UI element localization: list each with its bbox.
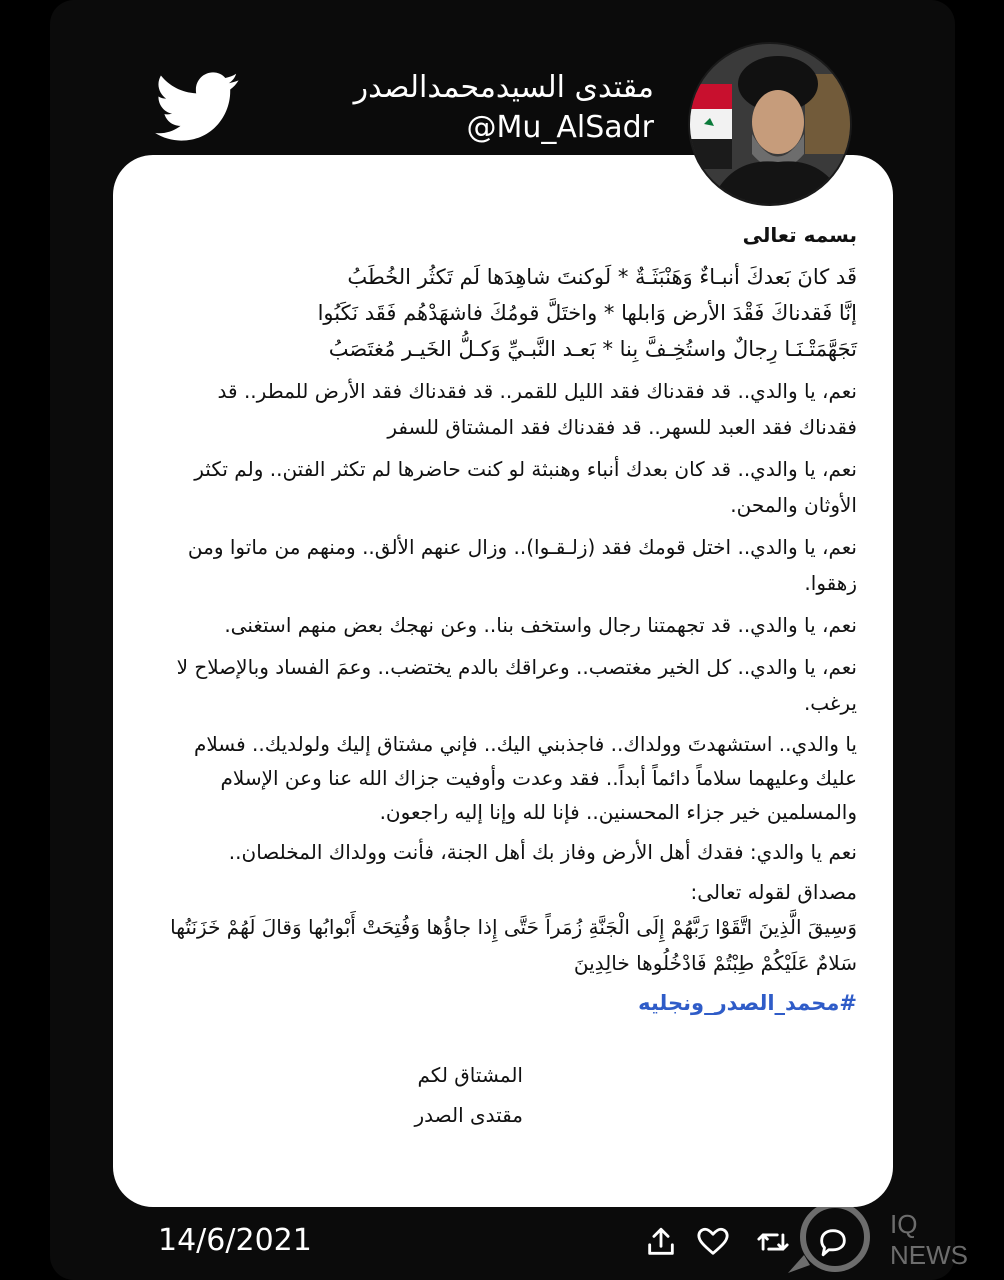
- letter-paragraph: يا والدي.. استشهدتَ وولداك.. فاجذبني اليك.. فإني مشتاق إليك ولولديك.. فسلام عليك وعليهما سلاماً دائماً أبداً.. فقد وعدت وأوفيت جزاك الله عنا وعن الإسلام والمسلمين خير جزاء المحسنين.. فإنا لله وإنا إليه راجعون.: [193, 732, 857, 824]
- letter-content: [153, 223, 857, 1021]
- avatar-portrait-image: [690, 44, 850, 204]
- news-watermark: [780, 1195, 990, 1275]
- letter-paragraph: نعم، يا والدي.. اختل قومك فقد (زلـقـوا).. وزال عنهم الألق.. ومنهم من ماتوا ومن زهقوا.: [187, 535, 857, 595]
- poem-verse-1: قَد كانَ بَعدكَ أنبـاءٌ وَهَنْبَثَـةٌ * لَوكنتَ شاهِدَها لَم تَكثُر الخُطَبُ: [347, 265, 857, 289]
- author-info: [354, 70, 654, 146]
- quran-verse: وَسِيقَ الَّذِينَ اتَّقَوْا رَبَّهُمْ إِلَى الْجَنَّةِ زُمَراً حَتَّى إِذا جاؤُها وَفُتِحَتْ أَبْوابُها وَقالَ لَهُمْ خَزَنَتُها سَلامٌ عَلَيْكُمْ طِبْتُمْ فَادْخُلُوها خالِدِينَ: [170, 915, 857, 975]
- signature-line-1: المشتاق لكم: [417, 1063, 523, 1087]
- signature-line-2: مقتدى الصدر: [414, 1103, 523, 1127]
- letter-paragraph: مصداق لقوله تعالى:: [690, 880, 857, 904]
- avatar[interactable]: [688, 42, 852, 206]
- poem-verse-3: تَجَهَّمَتْـنَـا رِجالٌ واستُخِـفَّ بِنا * بَعـد النَّبـيِّ وَكـلُّ الخَيـر مُغتَصَبُ: [328, 337, 857, 361]
- twitter-bird-icon: [155, 72, 241, 142]
- tweet-image-card[interactable]: [113, 155, 893, 1207]
- letter-paragraph: نعم يا والدي: فقدك أهل الأرض وفاز بك أهل الجنة، فأنت وولداك المخلصان..: [228, 840, 857, 864]
- author-handle[interactable]: @Mu_AlSadr: [466, 110, 654, 145]
- letter-paragraph: نعم، يا والدي.. قد كان بعدك أنباء وهنبثة لو كنت حاضرها لم تكثر الفتن.. ولم تكثر الأوثان والمحن.: [194, 457, 857, 517]
- author-display-name[interactable]: مقتدى السيدمحمدالصدر: [353, 70, 654, 105]
- letter-paragraph: نعم، يا والدي.. قد فقدناك فقد الليل للقمر.. قد فقدناك فقد الأرض للمطر.. قد فقدناك فقد العبد للسهر.. قد فقدناك فقد المشتاق للسفر: [217, 379, 857, 439]
- tweet-date: 14/6/2021: [158, 1223, 312, 1258]
- letter-paragraph: نعم، يا والدي.. قد تجهمتنا رجال واستخف بنا.. وعن نهجك بعض منهم استغنى.: [224, 613, 857, 637]
- share-icon[interactable]: [644, 1225, 678, 1259]
- letter-heading: بسمه تعالى: [742, 223, 857, 247]
- letter-paragraph: نعم، يا والدي.. كل الخير مغتصب.. وعراقك بالدم يختضب.. وعمَ الفساد وبالإصلاح لا يرغب.: [176, 655, 857, 715]
- watermark-logo-icon: [780, 1195, 880, 1275]
- signature-block: [273, 1055, 523, 1135]
- poem-verse-2: إنَّا فَقدناكَ فَقْدَ الأرض وَابلها * واختَلَّ قومُكَ فاشهَدْهُم فَقَد نَكَبُوا: [317, 301, 857, 325]
- hashtag-link[interactable]: #محمد_الصدر_ونجليه: [638, 991, 857, 1015]
- watermark-text: IQ NEWS: [890, 1209, 968, 1270]
- like-icon[interactable]: [696, 1225, 730, 1259]
